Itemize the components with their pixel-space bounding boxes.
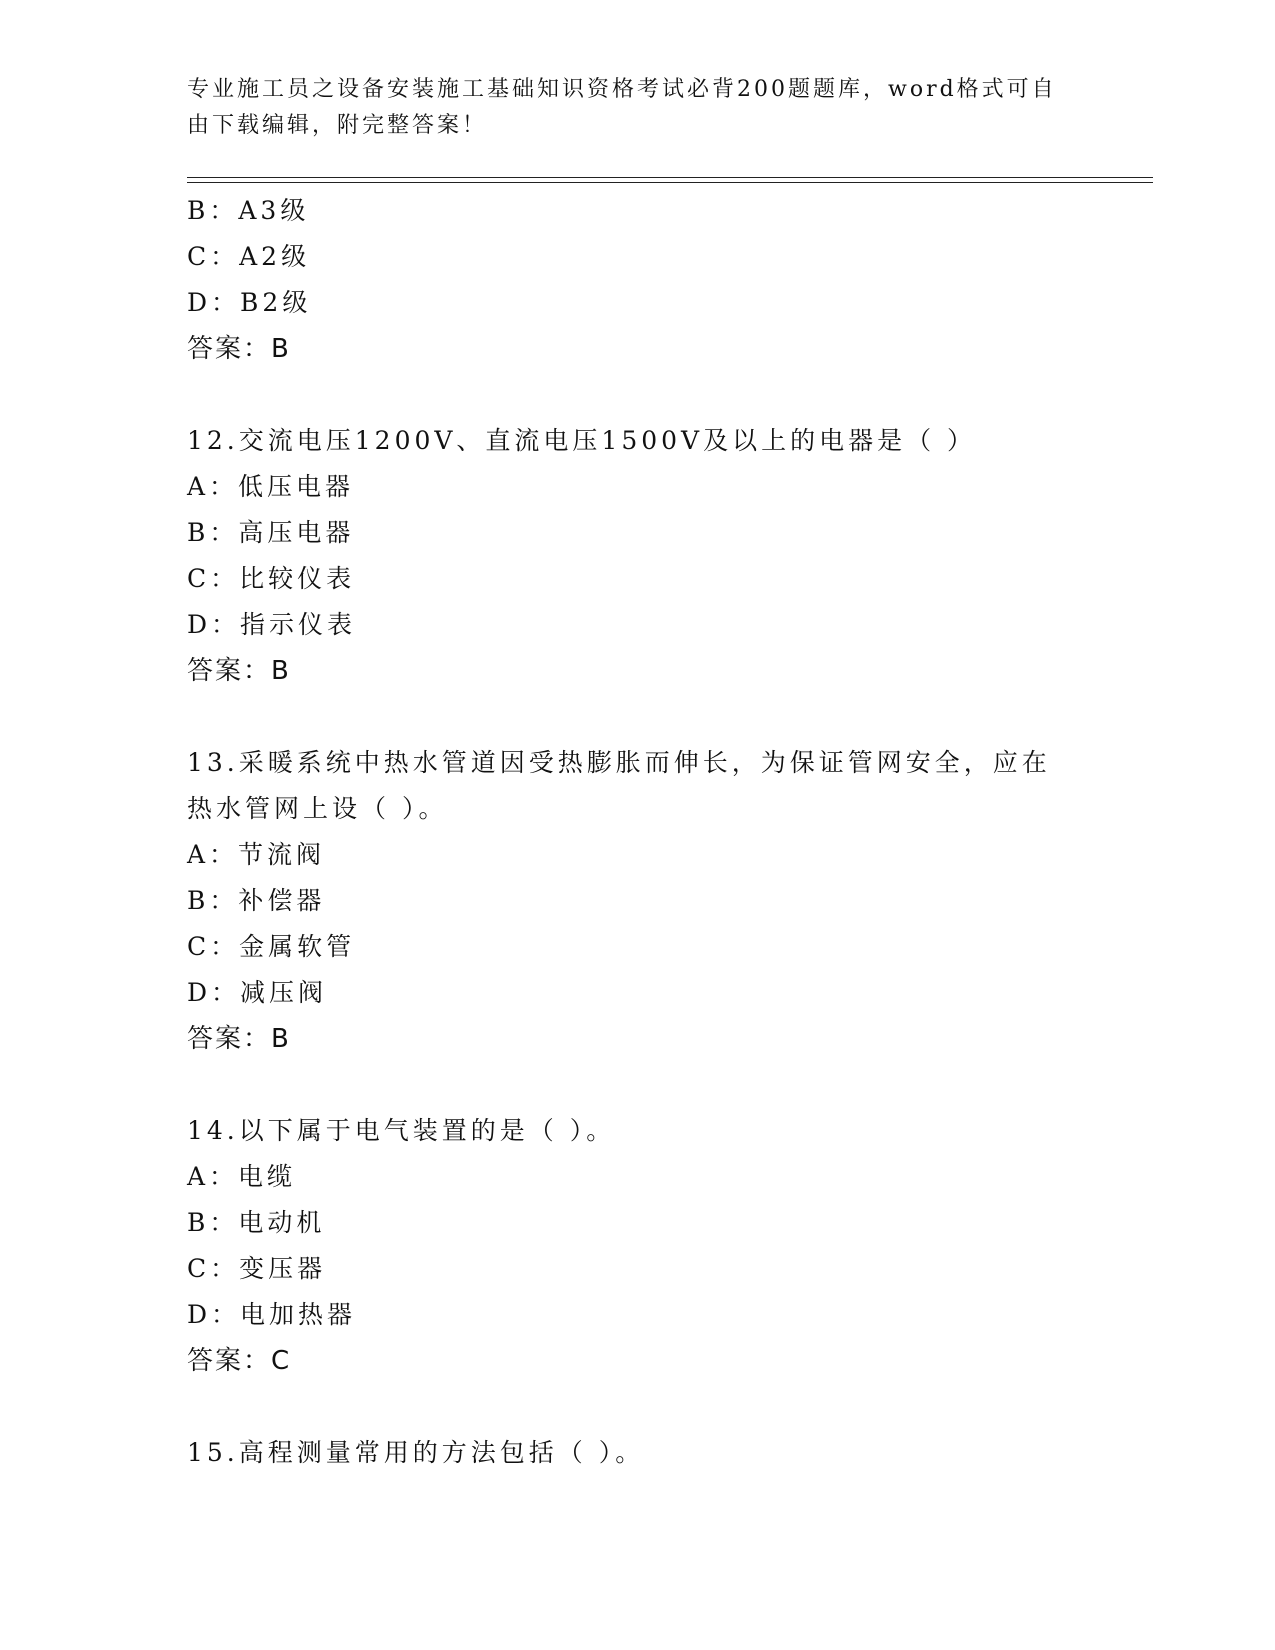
option-c: C：变压器 <box>187 1254 327 1283</box>
spacer <box>187 1062 1077 1108</box>
option-a: A：节流阀 <box>187 840 326 869</box>
option-d: D：减压阀 <box>187 978 328 1007</box>
option-d: D：B2级 <box>187 288 312 317</box>
question-stem: 12.交流电压1200V、直流电压1500V及以上的电器是（ ） <box>187 426 977 455</box>
answer: 答案：B <box>187 656 291 686</box>
option-a: A：电缆 <box>187 1162 297 1191</box>
answer: 答案：C <box>187 1346 292 1376</box>
answer: 答案：B <box>187 1024 291 1054</box>
header-rule-bottom <box>187 182 1153 183</box>
spacer <box>187 694 1077 740</box>
question-stem: 15.高程测量常用的方法包括（ ）。 <box>187 1438 645 1467</box>
option-d: D：指示仪表 <box>187 610 357 639</box>
option-b: B：补偿器 <box>187 886 326 915</box>
option-a: A：低压电器 <box>187 472 355 501</box>
option-d: D：电加热器 <box>187 1300 357 1329</box>
document-header: 专业施工员之设备安装施工基础知识资格考试必背200题题库，word格式可自由下载编辑，附完整答案！ <box>187 77 1057 138</box>
option-c: C：A2级 <box>187 242 311 271</box>
spacer <box>187 1384 1077 1430</box>
question-stem: 14.以下属于电气装置的是（ ）。 <box>187 1116 616 1145</box>
spacer <box>187 372 1077 418</box>
option-c: C：比较仪表 <box>187 564 356 593</box>
question-stem: 13.采暖系统中热水管道因受热膨胀而伸长，为保证管网安全，应在热水管网上设（ ）。 <box>187 748 1051 823</box>
option-b: B：A3级 <box>187 196 310 225</box>
option-b: B：高压电器 <box>187 518 355 547</box>
question-list <box>187 188 1077 1476</box>
header-rule-top <box>187 177 1153 178</box>
option-b: B：电动机 <box>187 1208 326 1237</box>
option-c: C：金属软管 <box>187 932 356 961</box>
answer: 答案：B <box>187 334 291 364</box>
